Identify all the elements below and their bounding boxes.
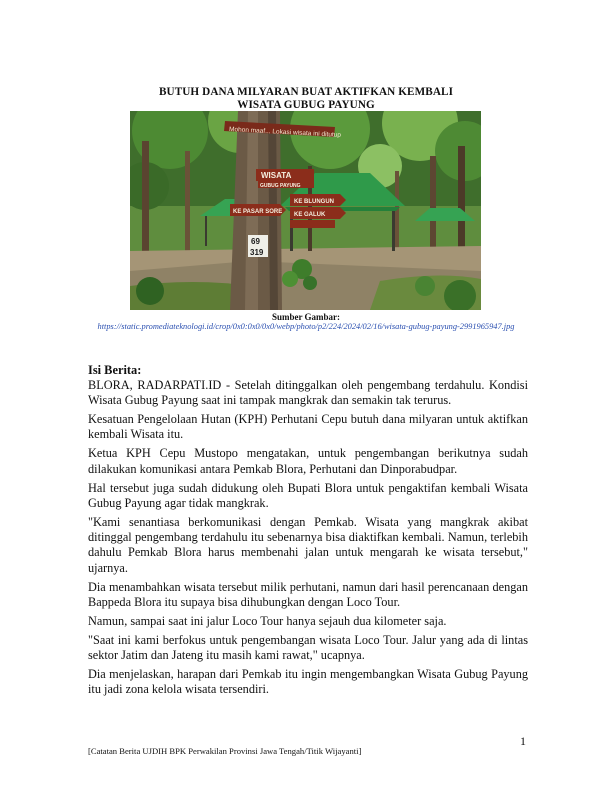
title-line-2: WISATA GUBUG PAYUNG	[237, 99, 375, 111]
article-photo	[130, 111, 481, 310]
page-number: 1	[520, 734, 526, 748]
section-heading: Isi Berita:	[88, 363, 142, 377]
sign-wisata-text: WISATA	[261, 171, 292, 180]
sign-blungun-text: KE BLUNGUN	[294, 199, 334, 205]
image-source-link[interactable]: https://static.promediateknologi.id/crop/0x0:0x0/0x0/webp/photo/p2/224/2024/02/16/wisata-gubug-payung-2991965947.jpg	[97, 322, 515, 331]
article-title	[80, 86, 532, 112]
image-caption-label: Sumber Gambar:	[271, 312, 341, 322]
body-paragraph: Ketua KPH Cepu Mustopo mengatakan, untuk pengembangan berikutnya sudah dilakukan komunikasi antara Pemkab Blora, Perhutani dan Dinporabudpar.	[88, 446, 528, 476]
title-line-1: BUTUH DANA MILYARAN BUAT AKTIFKAN KEMBALI	[158, 86, 454, 98]
article-body	[88, 378, 528, 701]
sign-galuk-text: KE GALUK	[294, 212, 326, 218]
body-paragraph: Namun, sampai saat ini jalur Loco Tour hanya sejauh dua kilometer saja.	[88, 613, 447, 628]
sign-gubug-text: GUBUG PAYUNG	[260, 183, 301, 189]
body-paragraph: Kesatuan Pengelolaan Hutan (KPH) Perhutani Cepu butuh dana milyaran untuk aktifkan kembali Wisata itu.	[88, 412, 528, 442]
body-paragraph: "Saat ini kami berfokus untuk pengembangan wisata Loco Tour. Jalur yang ada di lintas sektor Jatim dan Jateng itu masih kami rawat," ucapnya.	[88, 632, 528, 662]
body-paragraph: Dia menambahkan wisata tersebut milik perhutani, namun dari hasil perencanaan dengan Bappeda Blora itu supaya bisa dihubungkan dengan Loco Tour.	[88, 579, 528, 609]
sign-closed-text: Mohon maaf... Lokasi wisata ini ditutup	[228, 126, 342, 139]
tree-number-bottom: 319	[250, 248, 264, 257]
body-paragraph: Hal tersebut juga sudah didukung oleh Bupati Blora untuk pengaktifan kembali Wisata Gubug Payung agar tidak mangkrak.	[88, 480, 528, 510]
body-paragraph: "Kami senantiasa berkomunikasi dengan Pemkab. Wisata yang mangkrak akibat ditinggal pengembang terdahulu itu sebenarnya bisa diaktifkan kembali. Namun, terlebih dahulu Pemkab Blora harus membenahi jalan untuk mengarah ke wisata tersebut," ujarnya.	[88, 514, 528, 575]
body-paragraph: Dia menjelaskan, harapan dari Pemkab itu ingin mengembangkan Wisata Gubug Payung itu jadi zona kelola wisata tersendiri.	[88, 666, 528, 697]
sign-pasar-text: KE PASAR SORE	[233, 209, 283, 215]
body-paragraph: BLORA, RADARPATI.ID - Setelah ditinggalkan oleh pengembang terdahulu. Kondisi Wisata Gubug Payung saat ini tampak mangkrak dan semakin tak terurus.	[88, 378, 528, 408]
page-footer: [Catatan Berita UJDIH BPK Perwakilan Provinsi Jawa Tengah/Titik Wijayanti]	[88, 746, 362, 756]
tree-number-top: 69	[251, 237, 260, 246]
